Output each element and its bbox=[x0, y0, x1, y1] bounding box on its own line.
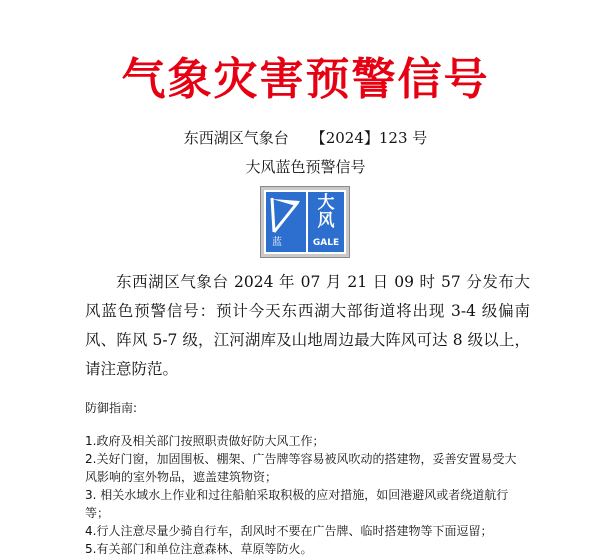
signal-icon-face bbox=[264, 190, 346, 254]
guide-title: 防御指南: bbox=[85, 401, 138, 415]
guide-item: 4.行人注意尽量少骑自行车，刮风时不要在广告牌、临时搭建物等下面逗留； bbox=[85, 524, 493, 538]
page-title: 气象灾害预警信号 bbox=[121, 54, 490, 105]
guide-item: 3. 相关水域水上作业和过往船舶采取积极的应对措施，如回港避风或者绕道航行等； bbox=[85, 488, 509, 520]
warning-paragraph: 东西湖区气象台 2024 年 07 月 21 日 09 时 57 分发布大风蓝色预警信号：预计今天东西湖大部街道将出现 3-4 级偏南风、阵风 5-7 级，江河湖库及山地周边最大阵风可达 8 级以上，请注意防范。 bbox=[85, 273, 530, 378]
signal-title: 大风蓝色预警信号 bbox=[245, 158, 366, 176]
defense-guide bbox=[85, 399, 525, 558]
document-number: 【2024】123 号 bbox=[310, 129, 428, 147]
signal-icon-main-glyph: 大 风 bbox=[317, 193, 335, 231]
guide-item: 1.政府及相关部门按照职责做好防大风工作； bbox=[85, 434, 325, 448]
guide-item: 2.关好门窗，加固围板、棚架、广告牌等容易被风吹动的搭建物，妥善安置易受大风影响的室外物品，遮盖建筑物资； bbox=[85, 452, 517, 484]
guide-item: 5.有关部门和单位注意森林、草原等防火。 bbox=[85, 542, 313, 556]
gale-blue-signal-icon bbox=[260, 186, 350, 258]
signal-icon-english-label: GALE bbox=[312, 238, 340, 248]
signal-icon-level-glyph: 蓝 bbox=[272, 237, 282, 248]
document-number-line bbox=[0, 128, 611, 148]
issuer-name: 东西湖区气象台 bbox=[183, 129, 289, 147]
